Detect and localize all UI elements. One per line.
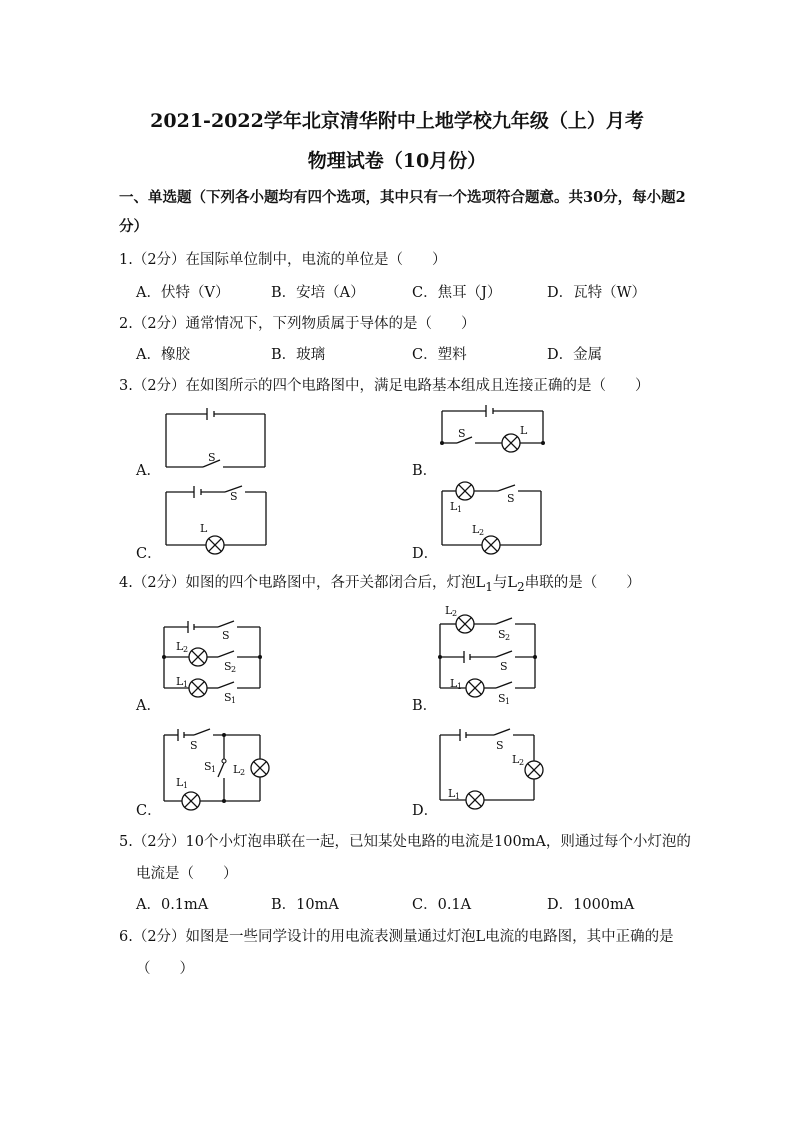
circuit-3b-diagram <box>440 403 550 448</box>
circuit-4d-diagram <box>436 725 540 809</box>
question-3-option-a[interactable]: A． <box>136 463 161 479</box>
svg-text:1: 1 <box>455 792 461 801</box>
svg-text:S: S <box>204 760 212 773</box>
svg-text:S: S <box>190 739 198 752</box>
section-heading-cont: 分） <box>119 218 148 235</box>
question-1-option-a[interactable]: A．伏特（V） <box>136 285 230 301</box>
question-5-option-a[interactable]: A．0.1mA <box>136 897 209 913</box>
question-1-stem: 1.（2分）在国际单位制中，电流的单位是（ ） <box>119 252 447 268</box>
circuit-3a-diagram <box>160 403 270 473</box>
svg-text:S: S <box>498 628 506 641</box>
svg-text:1: 1 <box>211 765 217 774</box>
question-5-option-c[interactable]: C．0.1A <box>412 897 472 913</box>
svg-text:L: L <box>445 604 453 617</box>
question-5-option-b[interactable]: B．10mA <box>271 897 339 913</box>
circuit-3d-diagram <box>436 481 548 553</box>
question-1-option-d[interactable]: D．瓦特（W） <box>547 285 647 301</box>
svg-text:L: L <box>233 763 241 776</box>
lamp-label: L <box>200 522 208 535</box>
question-2-option-b[interactable]: B．玻璃 <box>271 347 326 363</box>
question-2-option-a[interactable]: A．橡胶 <box>136 347 190 363</box>
svg-text:L: L <box>448 787 456 800</box>
page-title: 2021-2022学年北京清华附中上地学校九年级（上）月考 <box>150 110 644 132</box>
question-4-option-a[interactable]: A． <box>136 698 161 714</box>
question-2-option-d[interactable]: D．金属 <box>547 347 603 363</box>
question-1-option-c[interactable]: C．焦耳（J） <box>412 285 502 301</box>
svg-text:S: S <box>496 739 504 752</box>
question-4-option-c[interactable]: C． <box>136 803 162 819</box>
circuit-4c-diagram <box>160 725 276 809</box>
svg-text:L: L <box>176 675 184 688</box>
question-1-option-b[interactable]: B．安培（A） <box>271 285 365 301</box>
switch-label: S <box>222 629 230 642</box>
svg-text:2: 2 <box>452 609 458 618</box>
section-heading: 一、单选题（下列各小题均有四个选项，其中只有一个选项符合题意。共30分，每小题2 <box>119 189 686 206</box>
svg-text:1: 1 <box>457 505 463 514</box>
circuit-4b-diagram <box>436 604 540 710</box>
lamp-label: L <box>520 424 528 437</box>
svg-text:L: L <box>512 753 520 766</box>
lamp-label: L <box>472 523 480 536</box>
svg-text:2: 2 <box>505 633 511 642</box>
question-6-stem-cont: （ ） <box>136 961 194 977</box>
svg-text:1: 1 <box>183 680 189 689</box>
lamp-label: L <box>450 500 458 513</box>
switch-label: S <box>230 490 238 503</box>
question-3-option-b[interactable]: B． <box>412 463 438 479</box>
svg-text:L: L <box>176 640 184 653</box>
svg-text:1: 1 <box>183 781 189 790</box>
circuit-3c-diagram <box>160 485 272 551</box>
switch-label: S <box>208 451 216 464</box>
question-4-option-b[interactable]: B． <box>412 698 438 714</box>
question-3-stem: 3.（2分）在如图所示的四个电路图中，满足电路基本组成且连接正确的是（ ） <box>119 378 650 394</box>
question-2-stem: 2.（2分）通常情况下，下列物质属于导体的是（ ） <box>119 316 476 332</box>
svg-text:2: 2 <box>231 665 237 674</box>
svg-text:1: 1 <box>457 682 463 691</box>
question-6-stem: 6.（2分）如图是一些同学设计的用电流表测量通过灯泡L电流的电路图，其中正确的是 <box>119 929 674 945</box>
question-5-option-d[interactable]: D．1000mA <box>547 897 635 913</box>
svg-text:S: S <box>498 692 506 705</box>
svg-text:1: 1 <box>505 697 511 706</box>
question-5-stem-cont: 电流是（ ） <box>136 866 238 882</box>
svg-text:2: 2 <box>240 768 246 777</box>
svg-text:2: 2 <box>183 645 189 654</box>
svg-text:S: S <box>224 691 232 704</box>
circuit-4a-diagram <box>160 615 266 715</box>
question-3-option-d[interactable]: D． <box>412 546 439 562</box>
svg-text:L: L <box>450 677 458 690</box>
svg-text:1: 1 <box>231 696 237 705</box>
question-3-option-c[interactable]: C． <box>136 546 162 562</box>
switch-label: S <box>458 427 466 440</box>
question-5-stem: 5.（2分）10个小灯泡串联在一起，已知某处电路的电流是100mA，则通过每个小灯泡的 <box>119 834 691 850</box>
page-subtitle: 物理试卷（10月份） <box>307 150 487 172</box>
svg-text:L: L <box>176 776 184 789</box>
question-2-option-c[interactable]: C．塑料 <box>412 347 467 363</box>
switch-label: S <box>507 492 515 505</box>
question-4-stem: 4.（2分）如图的四个电路图中，各开关都闭合后，灯泡$L_1$与$L_2$串联的是（ ） <box>119 575 641 594</box>
question-4-option-d[interactable]: D． <box>412 803 439 819</box>
svg-text:2: 2 <box>519 758 525 767</box>
svg-text:S: S <box>224 660 232 673</box>
svg-text:S: S <box>500 660 508 673</box>
svg-text:2: 2 <box>479 528 485 537</box>
